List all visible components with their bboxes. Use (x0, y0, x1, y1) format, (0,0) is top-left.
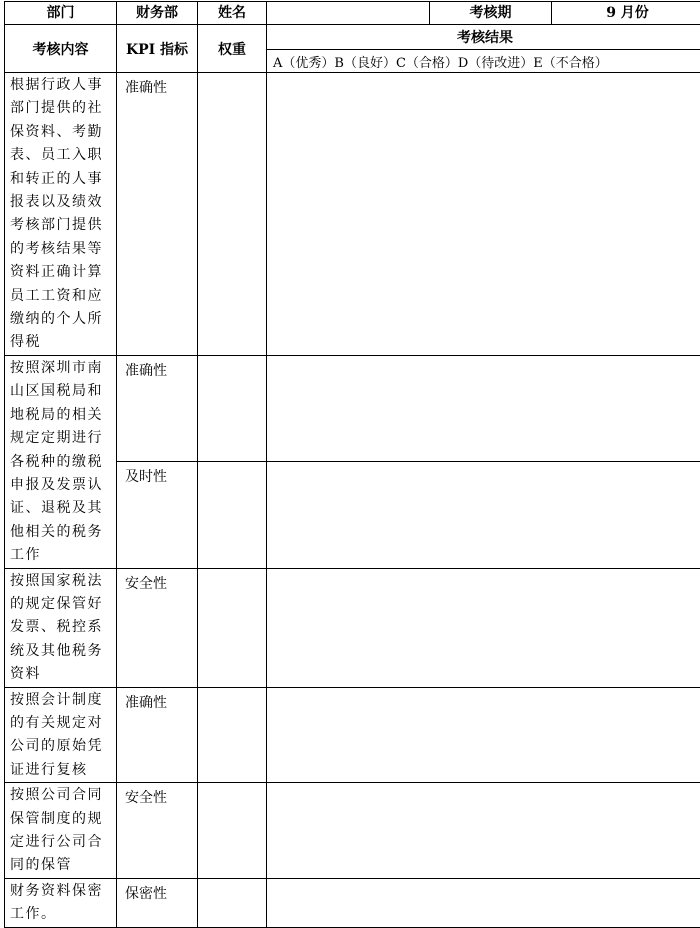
content-line: 资料 (10, 663, 114, 686)
content-line: 的有关规定对 (10, 712, 114, 735)
appraisal-form (4, 1, 700, 928)
content-line: 公司的原始凭 (10, 735, 114, 758)
content-line: 定进行公司合 (10, 831, 114, 854)
weight-cell[interactable] (198, 462, 267, 568)
dept-label: 部门 (5, 2, 117, 25)
kpi-indicator: 准确性 (117, 687, 198, 783)
kpi-indicator: 及时性 (117, 462, 198, 568)
dept-value[interactable]: 财务部 (117, 2, 198, 25)
weight-cell[interactable] (198, 355, 267, 461)
name-value[interactable] (267, 2, 430, 25)
content-line: 考核部门提供 (10, 214, 114, 237)
weight-cell[interactable] (198, 568, 267, 687)
kpi-indicator: 安全性 (117, 568, 198, 687)
content-line: 保管制度的规 (10, 808, 114, 831)
period-label: 考核期 (430, 2, 552, 25)
table-row (5, 568, 700, 687)
assessment-content (5, 783, 117, 879)
kpi-indicator: 安全性 (117, 783, 198, 879)
content-line: 他相关的税务 (10, 521, 114, 544)
content-line: 发票、税控系 (10, 616, 114, 639)
weight-column-header: 权重 (198, 25, 267, 73)
result-cell[interactable] (267, 355, 700, 461)
kpi-indicator: 准确性 (117, 73, 198, 356)
content-line: 证进行复核 (10, 759, 114, 782)
content-line: 按照深圳市南 (10, 357, 114, 380)
period-value[interactable]: 9 月份 (552, 2, 700, 25)
content-line: 山区国税局和 (10, 380, 114, 403)
content-line: 根据行政人事 (10, 74, 114, 97)
weight-cell[interactable] (198, 687, 267, 783)
assessment-content (5, 878, 117, 927)
content-line: 同的保管 (10, 854, 114, 877)
result-cell[interactable] (267, 687, 700, 783)
result-cell[interactable] (267, 462, 700, 568)
content-line: 员工工资和应 (10, 285, 114, 308)
content-line: 和转正的人事 (10, 168, 114, 191)
header-row (5, 2, 700, 25)
kpi-indicator: 保密性 (117, 878, 198, 927)
weight-cell[interactable] (198, 783, 267, 879)
kpi-appraisal-table (4, 1, 700, 928)
result-cell[interactable] (267, 878, 700, 927)
result-cell[interactable] (267, 73, 700, 356)
table-row (5, 355, 700, 461)
name-label: 姓名 (198, 2, 267, 25)
results-column-header: 考核结果 (267, 25, 700, 50)
column-header-row (5, 25, 700, 50)
content-line: 报表以及绩效 (10, 191, 114, 214)
content-line: 的规定保管好 (10, 593, 114, 616)
content-line: 表、员工入职 (10, 144, 114, 167)
content-line: 资料正确计算 (10, 261, 114, 284)
assessment-content (5, 568, 117, 687)
content-line: 工作 (10, 544, 114, 567)
content-line: 工作。 (10, 903, 114, 926)
content-line: 按照会计制度 (10, 689, 114, 712)
content-line: 的考核结果等 (10, 238, 114, 261)
content-line: 规定定期进行 (10, 427, 114, 450)
table-row (5, 783, 700, 879)
content-line: 统及其他税务 (10, 640, 114, 663)
content-line: 申报及发票认 (10, 474, 114, 497)
assessment-content (5, 73, 117, 356)
result-cell[interactable] (267, 568, 700, 687)
kpi-column-header: KPI 指标 (117, 25, 198, 73)
kpi-indicator: 准确性 (117, 355, 198, 461)
content-line: 按照国家税法 (10, 570, 114, 593)
grade-scale: A（优秀）B（良好）C（合格）D（待改进）E（不合格） (267, 50, 700, 73)
content-line: 按照公司合同 (10, 784, 114, 807)
content-line: 财务资料保密 (10, 880, 114, 903)
appraisal-rows (5, 73, 700, 928)
table-row (5, 687, 700, 783)
content-line: 部门提供的社 (10, 97, 114, 120)
weight-cell[interactable] (198, 878, 267, 927)
content-column-header: 考核内容 (5, 25, 117, 73)
weight-cell[interactable] (198, 73, 267, 356)
result-cell[interactable] (267, 783, 700, 879)
content-line: 保资料、考勤 (10, 121, 114, 144)
table-row (5, 73, 700, 356)
content-line: 缴纳的个人所 (10, 308, 114, 331)
assessment-content (5, 687, 117, 783)
assessment-content (5, 355, 117, 568)
content-line: 得税 (10, 331, 114, 354)
content-line: 地税局的相关 (10, 404, 114, 427)
table-row (5, 878, 700, 927)
content-line: 各税种的缴税 (10, 451, 114, 474)
content-line: 证、退税及其 (10, 497, 114, 520)
